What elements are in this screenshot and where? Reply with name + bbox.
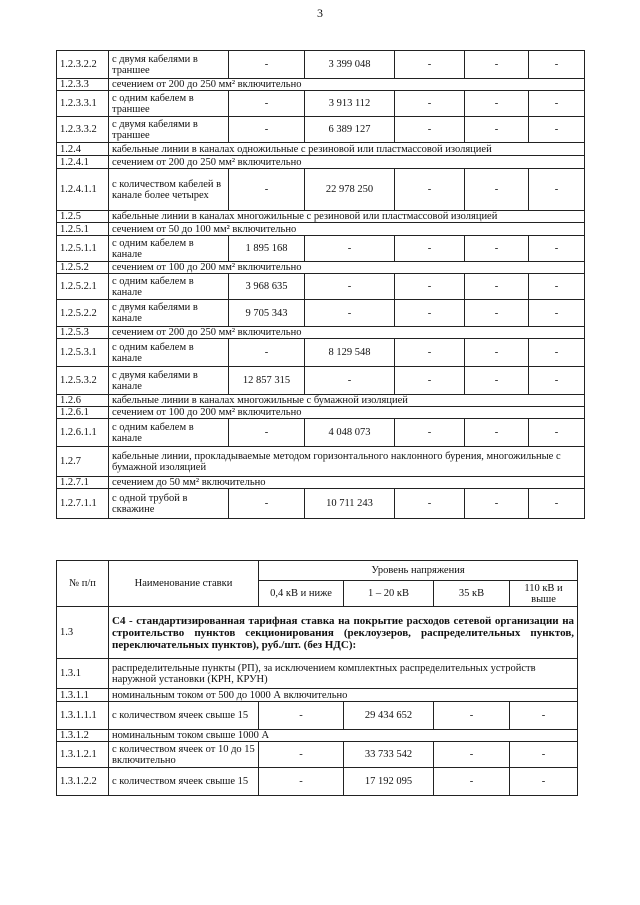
row-label: с двумя кабелями в траншее bbox=[109, 117, 229, 143]
row-code: 1.2.3.3.1 bbox=[57, 91, 109, 117]
row-code: 1.2.5.1.1 bbox=[57, 236, 109, 262]
row-label: с количеством кабелей в канале более четырех bbox=[109, 169, 229, 211]
row-label: с одним кабелем в траншее bbox=[109, 91, 229, 117]
section-label: сечением от 100 до 200 мм² включительно bbox=[109, 262, 585, 274]
row-code: 1.2.6.1 bbox=[57, 407, 109, 419]
row-code: 1.2.5.1 bbox=[57, 223, 109, 236]
table-row bbox=[57, 367, 585, 395]
table-row bbox=[57, 742, 578, 768]
section-label: сечением от 100 до 200 мм² включительно bbox=[109, 407, 585, 419]
rate-value: - bbox=[395, 339, 465, 367]
table-row bbox=[57, 768, 578, 796]
rate-value: - bbox=[395, 236, 465, 262]
table-row bbox=[57, 327, 585, 339]
col-num-header: № п/п bbox=[57, 561, 109, 607]
table-row bbox=[57, 300, 585, 327]
section-label: распределительные пункты (РП), за исключением комплектных распределительных устройств наружной установки (КРН, КРУН) bbox=[109, 659, 578, 689]
rate-value: - bbox=[229, 91, 305, 117]
section-label: сечением от 50 до 100 мм² включительно bbox=[109, 223, 585, 236]
voltage-level-header: Уровень напряжения bbox=[259, 561, 578, 581]
section-label: номинальным током свыше 1000 А bbox=[109, 730, 578, 742]
section-label: кабельные линии, прокладываемые методом горизонтального наклонного бурения, многожильные с бумажной изоляцией bbox=[109, 447, 585, 477]
section-label: сечением от 200 до 250 мм² включительно bbox=[109, 156, 585, 169]
rate-value: - bbox=[229, 51, 305, 79]
row-code: 1.2.4.1.1 bbox=[57, 169, 109, 211]
rate-value: - bbox=[305, 367, 395, 395]
rate-value: - bbox=[529, 117, 585, 143]
table-row bbox=[57, 419, 585, 447]
table-row bbox=[57, 659, 578, 689]
table-row bbox=[57, 79, 585, 91]
rate-value: - bbox=[465, 236, 529, 262]
rate-value: 8 129 548 bbox=[305, 339, 395, 367]
rate-value: - bbox=[529, 489, 585, 519]
row-label: с одной трубой в скважине bbox=[109, 489, 229, 519]
table-row bbox=[57, 117, 585, 143]
table-row bbox=[57, 407, 585, 419]
table-row bbox=[57, 730, 578, 742]
row-code: 1.2.7.1 bbox=[57, 477, 109, 489]
rate-value: 33 733 542 bbox=[344, 742, 434, 768]
rate-value: - bbox=[395, 489, 465, 519]
level-header: 110 кВ и выше bbox=[510, 581, 578, 607]
row-code: 1.3.1.1 bbox=[57, 689, 109, 702]
rate-value: - bbox=[529, 91, 585, 117]
level-header: 1 – 20 кВ bbox=[344, 581, 434, 607]
rate-value: - bbox=[529, 367, 585, 395]
section-label: кабельные линии в каналах многожильные с бумажной изоляцией bbox=[109, 395, 585, 407]
row-code: 1.3 bbox=[57, 607, 109, 659]
row-code: 1.2.3.2.2 bbox=[57, 51, 109, 79]
row-code: 1.2.5.3 bbox=[57, 327, 109, 339]
rate-value: 12 857 315 bbox=[229, 367, 305, 395]
row-code: 1.2.7 bbox=[57, 447, 109, 477]
table-row bbox=[57, 156, 585, 169]
table-row bbox=[57, 262, 585, 274]
rate-value: - bbox=[465, 51, 529, 79]
row-code: 1.2.5 bbox=[57, 211, 109, 223]
rate-value: - bbox=[465, 339, 529, 367]
row-code: 1.2.5.3.2 bbox=[57, 367, 109, 395]
rate-value: - bbox=[529, 300, 585, 327]
rate-value: - bbox=[465, 169, 529, 211]
rate-value: - bbox=[529, 236, 585, 262]
rate-value: 9 705 343 bbox=[229, 300, 305, 327]
row-label: с одним кабелем в канале bbox=[109, 339, 229, 367]
rate-value: - bbox=[305, 300, 395, 327]
rate-value: - bbox=[259, 702, 344, 730]
table-row bbox=[57, 607, 578, 659]
rate-value: 22 978 250 bbox=[305, 169, 395, 211]
rate-value: 17 192 095 bbox=[344, 768, 434, 796]
table-row bbox=[57, 236, 585, 262]
row-label: с двумя кабелями в траншее bbox=[109, 51, 229, 79]
rate-value: - bbox=[395, 367, 465, 395]
rate-value: - bbox=[465, 300, 529, 327]
rate-value: - bbox=[305, 274, 395, 300]
section-label: номинальным током от 500 до 1000 А включительно bbox=[109, 689, 578, 702]
rate-value: - bbox=[529, 274, 585, 300]
table-row bbox=[57, 477, 585, 489]
row-code: 1.2.6 bbox=[57, 395, 109, 407]
page-number: 3 bbox=[317, 6, 323, 20]
rate-value: - bbox=[229, 169, 305, 211]
rate-value: - bbox=[229, 489, 305, 519]
rate-value: - bbox=[229, 419, 305, 447]
cable-tariff-table bbox=[56, 50, 585, 519]
rate-value: - bbox=[529, 339, 585, 367]
level-header: 35 кВ bbox=[434, 581, 510, 607]
row-code: 1.2.6.1.1 bbox=[57, 419, 109, 447]
section-label: сечением до 50 мм² включительно bbox=[109, 477, 585, 489]
row-code: 1.2.4 bbox=[57, 143, 109, 156]
rate-value: - bbox=[395, 419, 465, 447]
rate-value: - bbox=[434, 702, 510, 730]
rate-value: - bbox=[434, 742, 510, 768]
rate-value: - bbox=[395, 117, 465, 143]
table-row bbox=[57, 489, 585, 519]
rate-value: - bbox=[529, 419, 585, 447]
rate-value: 29 434 652 bbox=[344, 702, 434, 730]
row-code: 1.2.5.2.1 bbox=[57, 274, 109, 300]
table-row bbox=[57, 447, 585, 477]
rate-value: - bbox=[465, 419, 529, 447]
level-header: 0,4 кВ и ниже bbox=[259, 581, 344, 607]
row-code: 1.2.5.2.2 bbox=[57, 300, 109, 327]
row-label: с одним кабелем в канале bbox=[109, 274, 229, 300]
row-code: 1.2.3.3.2 bbox=[57, 117, 109, 143]
rate-value: - bbox=[395, 169, 465, 211]
table-row bbox=[57, 274, 585, 300]
rate-value: - bbox=[465, 489, 529, 519]
table-row bbox=[57, 689, 578, 702]
rate-value: 10 711 243 bbox=[305, 489, 395, 519]
row-code: 1.3.1.1.1 bbox=[57, 702, 109, 730]
row-code: 1.3.1.2 bbox=[57, 730, 109, 742]
row-label: с двумя кабелями в канале bbox=[109, 367, 229, 395]
row-code: 1.3.1.2.1 bbox=[57, 742, 109, 768]
rate-value: 4 048 073 bbox=[305, 419, 395, 447]
row-code: 1.2.5.3.1 bbox=[57, 339, 109, 367]
sectioning-point-tariff-table bbox=[56, 560, 578, 796]
rate-value: - bbox=[510, 742, 578, 768]
row-code: 1.2.5.2 bbox=[57, 262, 109, 274]
row-label: с количеством ячеек свыше 15 bbox=[109, 702, 259, 730]
row-code: 1.2.3.3 bbox=[57, 79, 109, 91]
rate-value: - bbox=[305, 236, 395, 262]
table-row bbox=[57, 51, 585, 79]
table-row bbox=[57, 211, 585, 223]
table-row bbox=[57, 143, 585, 156]
rate-value: - bbox=[510, 702, 578, 730]
rate-value: - bbox=[229, 117, 305, 143]
rate-value: 3 913 112 bbox=[305, 91, 395, 117]
rate-value: - bbox=[395, 274, 465, 300]
rate-value: 3 968 635 bbox=[229, 274, 305, 300]
rate-value: - bbox=[229, 339, 305, 367]
rate-value: - bbox=[434, 768, 510, 796]
table-row bbox=[57, 223, 585, 236]
table-row bbox=[57, 702, 578, 730]
rate-value: - bbox=[465, 367, 529, 395]
section-label: кабельные линии в каналах многожильные с резиновой или пластмассовой изоляцией bbox=[109, 211, 585, 223]
row-code: 1.3.1.2.2 bbox=[57, 768, 109, 796]
row-label: с количеством ячеек свыше 15 bbox=[109, 768, 259, 796]
section-label: кабельные линии в каналах одножильные с резиновой или пластмассовой изоляцией bbox=[109, 143, 585, 156]
rate-value: - bbox=[529, 169, 585, 211]
rate-value: 1 895 168 bbox=[229, 236, 305, 262]
table-row bbox=[57, 339, 585, 367]
rate-value: - bbox=[465, 117, 529, 143]
section-label: сечением от 200 до 250 мм² включительно bbox=[109, 79, 585, 91]
row-label: с одним кабелем в канале bbox=[109, 236, 229, 262]
rate-title: С4 - стандартизированная тарифная ставка на покрытие расходов сетевой организации на строительство пунктов секционирования (реклоузеров, распределительных пунктов, переключательных пунктов), руб./шт. (без НДС): bbox=[109, 607, 578, 659]
table-row bbox=[57, 91, 585, 117]
rate-value: - bbox=[465, 91, 529, 117]
row-code: 1.2.7.1.1 bbox=[57, 489, 109, 519]
rate-value: - bbox=[529, 51, 585, 79]
rate-value: - bbox=[465, 274, 529, 300]
row-label: с количеством ячеек от 10 до 15 включительно bbox=[109, 742, 259, 768]
rate-value: - bbox=[395, 300, 465, 327]
rate-value: - bbox=[259, 768, 344, 796]
col-name-header: Наименование ставки bbox=[109, 561, 259, 607]
table-row bbox=[57, 395, 585, 407]
rate-value: - bbox=[510, 768, 578, 796]
section-label: сечением от 200 до 250 мм² включительно bbox=[109, 327, 585, 339]
table-row bbox=[57, 169, 585, 211]
rate-value: 6 389 127 bbox=[305, 117, 395, 143]
row-code: 1.3.1 bbox=[57, 659, 109, 689]
rate-value: 3 399 048 bbox=[305, 51, 395, 79]
row-label: с двумя кабелями в канале bbox=[109, 300, 229, 327]
rate-value: - bbox=[395, 51, 465, 79]
rate-value: - bbox=[259, 742, 344, 768]
row-code: 1.2.4.1 bbox=[57, 156, 109, 169]
row-label: с одним кабелем в канале bbox=[109, 419, 229, 447]
rate-value: - bbox=[395, 91, 465, 117]
